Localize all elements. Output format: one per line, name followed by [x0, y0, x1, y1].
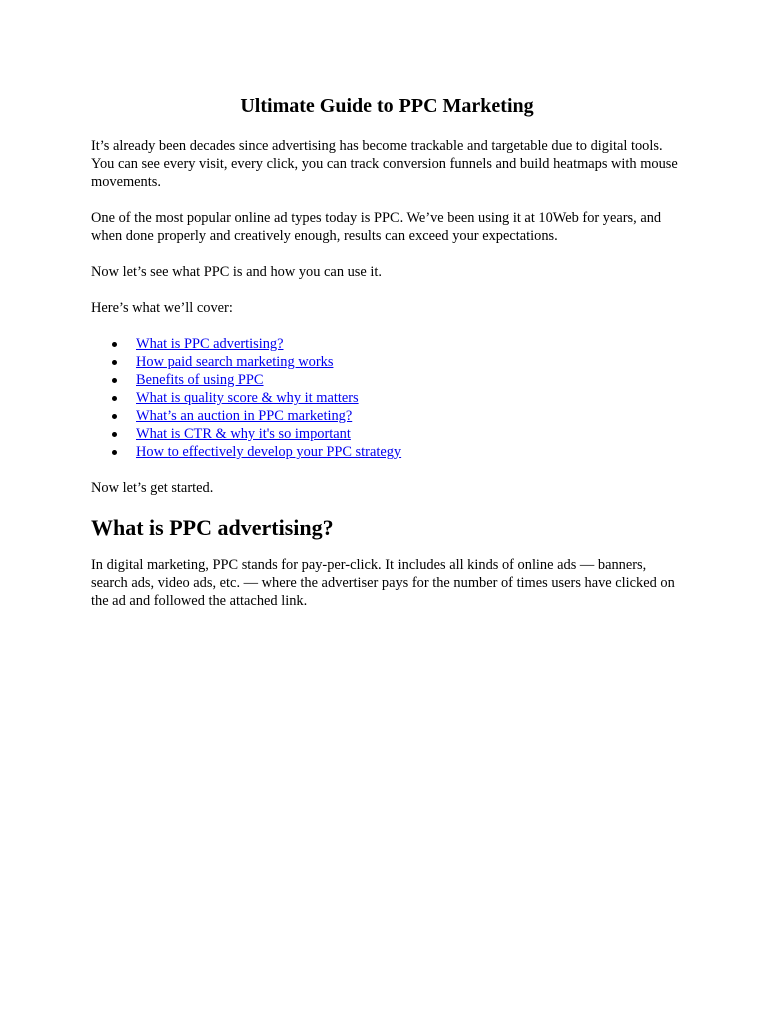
section-body-paragraph: In digital marketing, PPC stands for pay-per-click. It includes all kinds of online ads — banners, search ads, video ads, etc. — where the advertiser pays for the number of times users have clicked on the ad and followed the attached link. — [91, 557, 675, 609]
intro-paragraph-1: It’s already been decades since advertising has become trackable and targetable due to digital tools. You can see every visit, every click, you can track conversion funnels and build heatmaps with mouse movements. — [91, 138, 678, 190]
bullet-icon — [112, 450, 117, 455]
intro-paragraph-2: One of the most popular online ad types today is PPC. We’ve been using it at 10Web for years, and when done properly and creatively enough, results can exceed your expectations. — [91, 210, 662, 244]
list-item — [91, 407, 683, 425]
list-item — [91, 425, 683, 443]
intro-paragraph-3: Now let’s see what PPC is and how you can use it. — [91, 264, 382, 280]
list-item — [91, 353, 683, 371]
bullet-icon — [112, 342, 117, 347]
document-page — [91, 94, 683, 610]
list-item — [91, 389, 683, 407]
toc-link-paid-search[interactable]: How paid search marketing works — [136, 354, 334, 370]
bullet-icon — [112, 360, 117, 365]
list-item — [91, 335, 683, 353]
table-of-contents — [91, 335, 683, 461]
toc-link-ctr[interactable]: What is CTR & why it's so important — [136, 426, 351, 442]
toc-link-quality-score[interactable]: What is quality score & why it matters — [136, 390, 359, 406]
section-heading: What is PPC advertising? — [91, 515, 334, 540]
bullet-icon — [112, 432, 117, 437]
document-title: Ultimate Guide to PPC Marketing — [240, 95, 534, 117]
toc-link-what-is-ppc[interactable]: What is PPC advertising? — [136, 336, 284, 352]
list-item — [91, 443, 683, 461]
toc-link-strategy[interactable]: How to effectively develop your PPC strategy — [136, 444, 402, 460]
bullet-icon — [112, 396, 117, 401]
list-item — [91, 371, 683, 389]
toc-link-benefits[interactable]: Benefits of using PPC — [136, 372, 264, 388]
get-started-text: Now let’s get started. — [91, 480, 214, 496]
toc-intro: Here’s what we’ll cover: — [91, 300, 233, 316]
bullet-icon — [112, 414, 117, 419]
bullet-icon — [112, 378, 117, 383]
toc-link-auction[interactable]: What’s an auction in PPC marketing? — [136, 408, 353, 424]
